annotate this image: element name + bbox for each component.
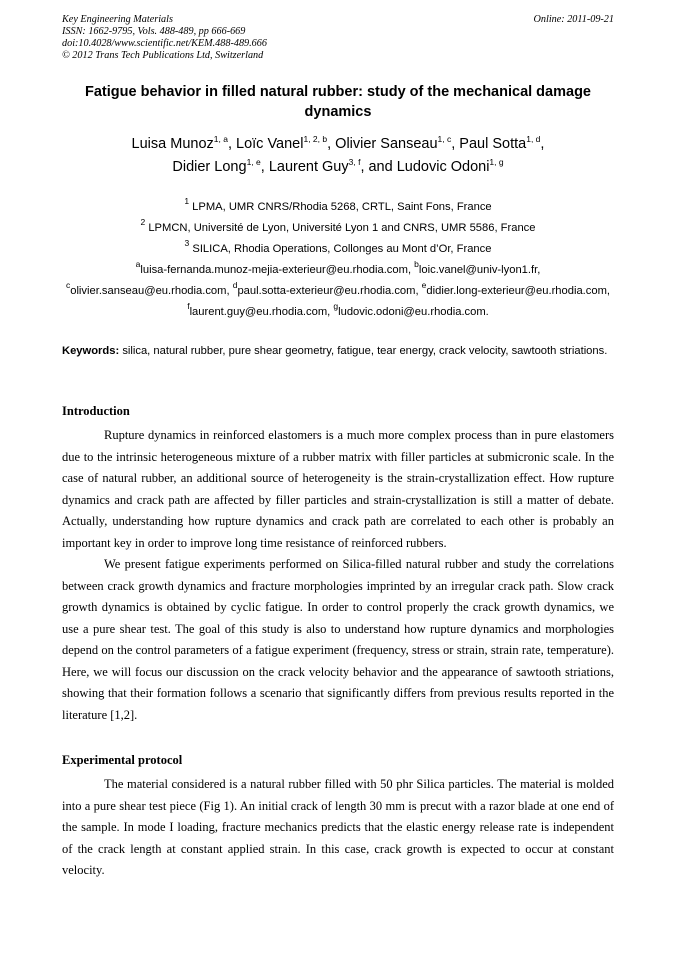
- email-sup: c: [65, 280, 71, 290]
- email-list: [62, 260, 614, 323]
- author-sep: ,: [540, 136, 545, 152]
- author: [397, 159, 504, 175]
- author-sup: 1, c: [437, 134, 452, 144]
- email: didier.long-exterieur@eu.rhodia.com,: [426, 285, 611, 297]
- email-sup: d: [232, 280, 238, 290]
- protocol-body: [62, 774, 614, 882]
- author-sup: 1, g: [489, 157, 504, 167]
- author: [335, 136, 459, 152]
- protocol-heading: Experimental protocol: [62, 753, 183, 767]
- email: paul.sotta-exterieur@eu.rhodia.com,: [237, 285, 422, 297]
- email-sup: a: [135, 259, 141, 269]
- author: [459, 136, 544, 152]
- email-sup: g: [333, 301, 339, 311]
- affiliation-sup: 3: [184, 238, 190, 248]
- author-name: Olivier Sanseau: [335, 136, 438, 152]
- author-sep: ,: [260, 159, 269, 175]
- paragraph: Rupture dynamics in reinforced elastomers is a much more complex process than in pure elastomers due to the intrinsic heterogeneous mixture of a rubber matrix with filler particles at submicronic scale. In the case of natural rubber, an additional source of heterogeneity is the strain-crystallization effect. How rupture dynamics and crack path are affected by filler particles and strain-crystallization is still a matter of debate. Actually, understanding how rupture dynamics and crack path are correlated to each other is probably an important key in order to improve long time resistance of reinforced rubbers.: [62, 428, 614, 550]
- copyright-line: © 2012 Trans Tech Publications Ltd, Switzerland: [62, 50, 264, 61]
- online-date: Online: 2011-09-21: [533, 14, 614, 25]
- author-list: [62, 133, 614, 179]
- email-sup: e: [421, 280, 427, 290]
- affiliation: [62, 218, 614, 239]
- affiliation-sup: 2: [140, 217, 146, 227]
- journal-name: Key Engineering Materials: [62, 14, 173, 25]
- author: [172, 159, 268, 175]
- affiliation: [62, 239, 614, 260]
- journal-header: [62, 14, 614, 62]
- author-name: Loïc Vanel: [236, 136, 304, 152]
- author: [269, 159, 397, 175]
- author-name: Didier Long: [172, 159, 247, 175]
- introduction-heading: Introduction: [62, 404, 130, 418]
- author-sup: 1, d: [526, 134, 541, 144]
- author: [236, 136, 335, 152]
- email: olivier.sanseau@eu.rhodia.com,: [70, 285, 233, 297]
- email: luisa-fernanda.munoz-mejia-exterieur@eu.rhodia.com,: [140, 264, 415, 276]
- author-name: Paul Sotta: [459, 136, 527, 152]
- author-sup: 1, e: [246, 157, 261, 167]
- author-sup: 1, a: [213, 134, 228, 144]
- paragraph: The material considered is a natural rubber filled with 50 phr Silica particles. The material is molded into a pure shear test piece (Fig 1). An initial crack of length 30 mm is precut with a razor blade at one end of the sample. In mode I loading, fracture mechanics predicts that the elastic energy release rate is independent of the crack length at constant applied strain. In this case, crack growth is expected to occur at constant velocity.: [62, 777, 614, 877]
- affiliation-sup: 1: [184, 196, 190, 206]
- author-name: Laurent Guy: [268, 159, 349, 175]
- paper-title: Fatigue behavior in filled natural rubber: study of the mechanical damage dynamics: [85, 84, 591, 120]
- author-sup: 1, 2, b: [303, 134, 328, 144]
- email: ludovic.odoni@eu.rhodia.com.: [338, 306, 489, 318]
- paragraph: We present fatigue experiments performed on Silica-filled natural rubber and study the correlations between crack growth dynamics and fracture morphologies imprinted by an irregular crack path. Slow crack growth dynamics is obtained by cyclic fatigue. In order to control properly the crack growth dynamics, we use a pure shear test. The goal of this study is also to understand how rupture dynamics and morphologies depend on the control parameters of a fatigue experiment (frequency, stress or strain, strain rate, temperature). Here, we will focus our discussion on the crack velocity behavior and the appearance of sawtooth striations, showing that their formation follows a scenario that significantly differs from previous results reported in the literature [1,2].: [62, 557, 614, 722]
- author: [132, 136, 236, 152]
- issn-line: ISSN: 1662-9795, Vols. 488-489, pp 666-669: [62, 26, 246, 37]
- affiliation-text: LPMA, UMR CNRS/Rhodia 5268, CRTL, Saint Fons, France: [192, 201, 492, 213]
- doi-line: doi:10.4028/www.scientific.net/KEM.488-489.666: [62, 38, 267, 49]
- author-sep: ,: [451, 136, 460, 152]
- email: laurent.guy@eu.rhodia.com,: [189, 306, 334, 318]
- author-name: Luisa Munoz: [131, 136, 214, 152]
- affiliation-text: SILICA, Rhodia Operations, Collonges au Mont d’Or, France: [192, 243, 492, 255]
- author-sep: , and: [360, 159, 397, 175]
- author-sep: ,: [327, 136, 336, 152]
- author-sep: ,: [227, 136, 237, 152]
- keywords: [62, 341, 614, 362]
- email: loic.vanel@univ-lyon1.fr,: [418, 264, 541, 276]
- keywords-label: Keywords:: [62, 345, 120, 357]
- keywords-text: silica, natural rubber, pure shear geometry, fatigue, tear energy, crack velocity, sawtooth striations.: [122, 345, 608, 357]
- author-sup: 3, f: [348, 157, 361, 167]
- introduction-body: [62, 425, 614, 726]
- email-sup: b: [414, 259, 419, 269]
- affiliation: [62, 197, 614, 218]
- email-sup: f: [187, 301, 190, 311]
- author-name: Ludovic Odoni: [396, 159, 490, 175]
- affiliations: [62, 197, 614, 323]
- affiliation-text: LPMCN, Université de Lyon, Université Lyon 1 and CNRS, UMR 5586, France: [148, 222, 536, 234]
